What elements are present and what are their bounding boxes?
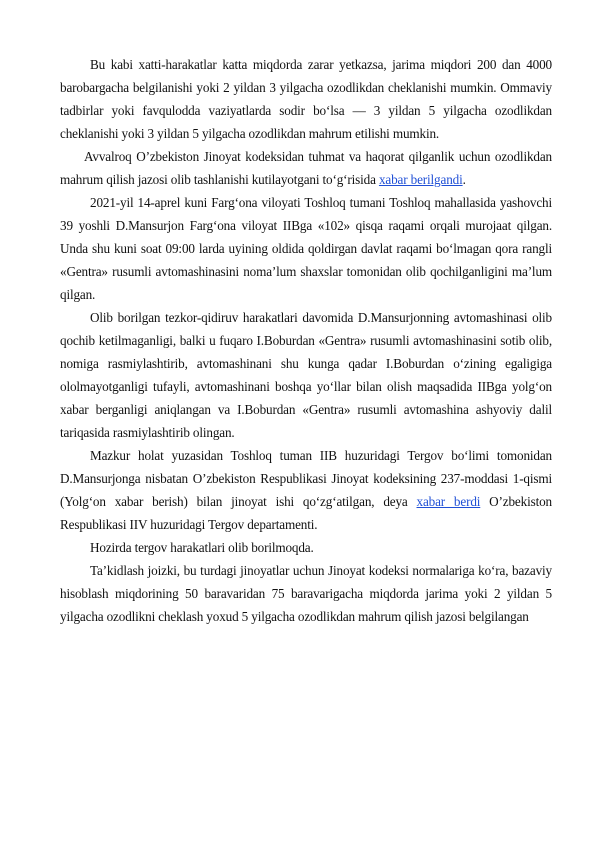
- paragraph-text-end: .: [462, 172, 466, 187]
- news-link[interactable]: xabar berilgandi: [378, 172, 463, 187]
- source-link[interactable]: xabar berdi: [416, 494, 481, 509]
- paragraph-text: Mazkur holat yuzasidan Toshloq tuman IIB huzuridagi Tergov bo‘limi tomonidan D.Mansurjonga nisbatan O’zbekiston Respublikasi Jinoyat kodeksining 237-moddasi 1-qismi (Yolg‘on xabar berish) bilan jinoyat ishi qo‘zg‘atilgan, deya: [60, 448, 552, 509]
- paragraph-criminal-case: [60, 444, 552, 536]
- paragraph-criminal-code-change: [60, 145, 552, 191]
- paragraph-text-end: O’zbekiston Respublikasi IIV huzuridagi Tergov departamenti.: [60, 494, 552, 532]
- paragraph-penalty-note: Ta’kidlash joizki, bu turdagi jinoyatlar uchun Jinoyat kodeksi normalariga ko‘ra, bazaviy hisoblash miqdorining 50 baravaridan 75 baravarigacha miqdorda jarima yoki 2 yildan 5 yilgacha ozodlikni cheklash yoxud 5 yilgacha ozodlikdan mahrum qilish jazosi belgilangan: [60, 563, 552, 624]
- document-page: [60, 53, 552, 628]
- paragraph-text: Avvalroq O’zbekiston Jinoyat kodeksidan tuhmat va haqorat qilganlik uchun ozodlikdan mahrum qilish jazosi olib tashlanishi kutilayotgani to‘g‘risida: [60, 149, 552, 187]
- paragraph-incident-report: 2021-yil 14-aprel kuni Farg‘ona viloyati Toshloq tumani Toshloq mahallasida yashovchi 39 yoshli D.Mansurjon Farg‘ona viloyat IIBga «102» qisqa raqami orqali murojaat qilgan. Unda shu kuni soat 09:00 larda uyining oldida qoldirgan davlat raqami bo‘lmagan qora rangli «Gentra» rusumli avtomashinasini noma’lum shaxslar tomonidan olib qochilganligini ma’lum qilgan.: [60, 195, 552, 302]
- paragraph-penalty-amounts: Bu kabi xatti-harakatlar katta miqdorda zarar yetkazsa, jarima miqdori 200 dan 4000 barobargacha belgilanishi yoki 2 yildan 3 yilgacha ozodlikdan cheklanishi mumkin. Ommaviy tadbirlar yoki favqulodda vaziyatlarda sodir bo‘lsa — 3 yildan 5 yilgacha ozodlikdan cheklanishi yoki 3 yildan 5 yilgacha ozodlikdan mahrum etilishi mumkin.: [60, 57, 552, 141]
- paragraph-status: Hozirda tergov harakatlari olib borilmoqda.: [90, 540, 314, 555]
- paragraph-investigation: Olib borilgan tezkor-qidiruv harakatlari davomida D.Mansurjonning avtomashinasi olib qochib ketilmaganligi, balki u fuqaro I.Boburdan «Gentra» rusumli avtomashinasini sotib olib, nomiga rasmiylashtirib, avtomashinani shu kunga qadar I.Boburdan o‘zining egaligiga ololmayotganligi tufayli, avtomashinani boshqa yo‘llar bilan olish maqsadida IIBga yolg‘on xabar berganligi aniqlangan va I.Boburdan «Gentra» rusumli avtomashina ashyoviy dalil tariqasida rasmiylashtirib olingan.: [60, 310, 552, 440]
